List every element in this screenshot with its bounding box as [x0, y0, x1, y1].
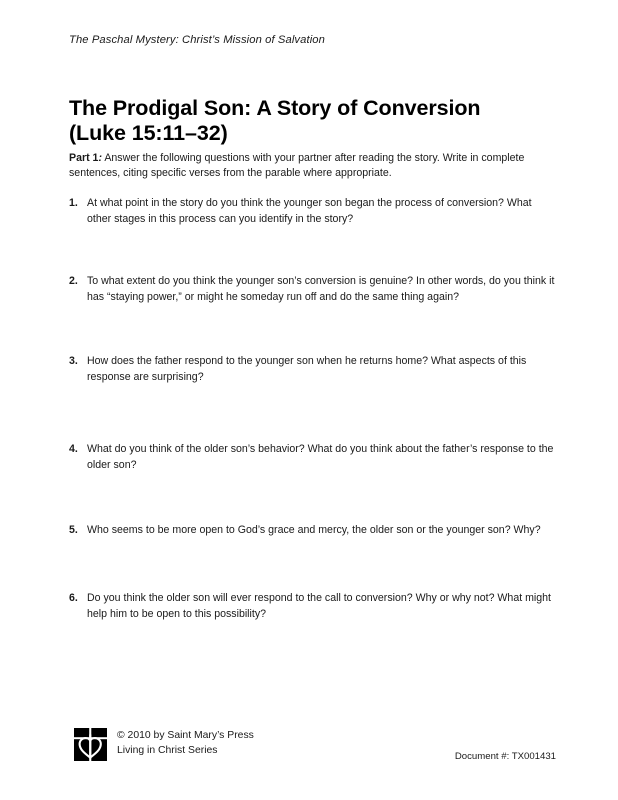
footer-credit [117, 728, 254, 758]
running-head: The Paschal Mystery: Christ’s Mission of Salvation [69, 34, 325, 46]
page-footer [0, 724, 618, 784]
question-number: 6. [69, 592, 78, 604]
question-number: 5. [69, 524, 78, 536]
question-number: 4. [69, 443, 78, 455]
series-text: Living in Christ Series [117, 745, 218, 756]
page-title-line-1: The Prodigal Son: A Story of Conversion [69, 96, 481, 121]
part-instructions [69, 151, 534, 182]
question-item [69, 274, 557, 305]
question-text: What do you think of the older son’s behavior? What do you think about the father’s response to the older son? [87, 443, 554, 471]
page-title-line-2: (Luke 15:11–32) [69, 120, 228, 145]
saint-marys-press-logo [74, 728, 107, 761]
part-colon: : [98, 151, 102, 164]
question-text: Who seems to be more open to God’s grace and mercy, the older son or the younger son? Why? [87, 524, 541, 536]
question-text: To what extent do you think the younger son’s conversion is genuine? In other words, do you think it has “staying power,” or might he someday run off and do the same thing again? [87, 275, 555, 303]
question-item [69, 354, 542, 385]
document-number: Document #: TX001431 [454, 751, 556, 762]
question-item [69, 196, 557, 227]
question-number: 3. [69, 355, 78, 367]
question-item [69, 591, 557, 622]
question-number: 2. [69, 275, 78, 287]
copyright-text: © 2010 by Saint Mary’s Press [117, 730, 254, 741]
question-text: How does the father respond to the younger son when he returns home? What aspects of this response are surprising? [87, 355, 527, 383]
part-instruction-text: Answer the following questions with your partner after reading the story. Write in complete sentences, citing specific verses from the parable where appropriate. [69, 151, 525, 179]
question-item [69, 442, 557, 473]
question-item [69, 523, 557, 539]
question-text: At what point in the story do you think the younger son began the process of conversion? What other stages in this process can you identify in the story? [87, 197, 532, 225]
part-label: Part 1 [69, 151, 99, 164]
question-text: Do you think the older son will ever respond to the call to conversion? Why or why not? What might help him to be open to this possibility? [87, 592, 551, 620]
question-number: 1. [69, 197, 78, 209]
page-title [69, 96, 539, 145]
